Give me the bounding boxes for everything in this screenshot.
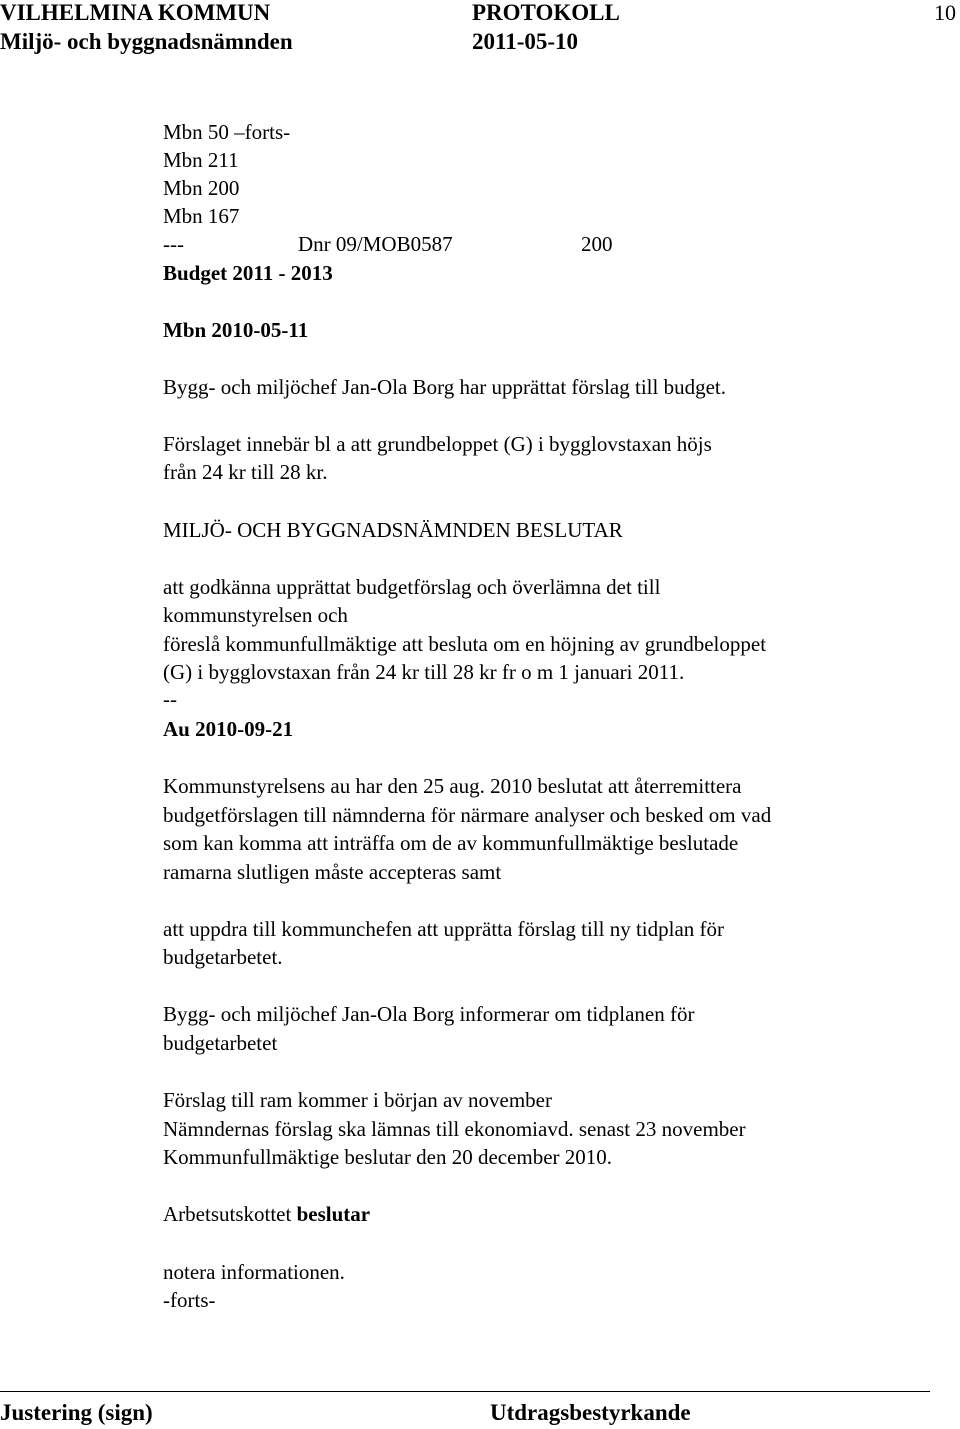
paragraph-line: att uppdra till kommunchefen att upprätta förslag till ny tidplan för	[163, 917, 725, 941]
paragraph-line: Förslaget innebär bl a att grundbeloppet (G) i bygglovstaxan höjs	[163, 432, 712, 456]
reference-text: Mbn 200	[163, 176, 240, 200]
page-number: 10	[934, 0, 956, 25]
paragraph-line: Bygg- och miljöchef Jan-Ola Borg har upprättat förslag till budget.	[163, 375, 726, 399]
paragraph-line: budgetförslagen till nämnderna för närmare analyser och besked om vad	[163, 803, 772, 827]
reference-line	[163, 234, 184, 255]
paragraph-line: Nämndernas förslag ska lämnas till ekonomiavd. senast 23 november	[163, 1117, 746, 1141]
paragraph-line: som kan komma att inträffa om de av kommunfullmäktige beslutade	[163, 831, 739, 855]
footer-certification-label: Utdragsbestyrkande	[490, 1400, 691, 1425]
section-title: Budget 2011 - 2013	[163, 261, 333, 285]
paragraph-line: (G) i bygglovstaxan från 24 kr till 28 kr fr o m 1 januari 2011.	[163, 660, 685, 684]
paragraph-line: Förslag till ram kommer i början av november	[163, 1088, 552, 1112]
meeting-heading: Au 2010-09-21	[163, 717, 294, 741]
reference-line	[163, 150, 239, 171]
paragraph-line: budgetarbetet	[163, 1031, 278, 1055]
paragraph-line: Kommunfullmäktige beslutar den 20 december 2010.	[163, 1145, 613, 1169]
reference-text: Mbn 211	[163, 148, 239, 172]
continued-marker: -forts-	[163, 1288, 216, 1312]
paragraph-line: ramarna slutligen måste accepteras samt	[163, 860, 502, 884]
paragraph-line: Kommunstyrelsens au har den 25 aug. 2010 beslutat att återremittera	[163, 774, 742, 798]
reference-code: 200	[581, 232, 613, 256]
paragraph-line: notera informationen.	[163, 1260, 345, 1284]
paragraph-line: att godkänna upprättat budgetförslag och överlämna det till	[163, 575, 661, 599]
header-committee: Miljö- och byggnadsnämnden	[0, 29, 293, 54]
header-org: VILHELMINA KOMMUN	[0, 0, 271, 25]
reference-line	[163, 178, 239, 199]
reference-line	[163, 122, 290, 143]
footer-rule	[0, 1391, 930, 1392]
header-doc-type: PROTOKOLL	[472, 0, 620, 25]
paragraph-line: Bygg- och miljöchef Jan-Ola Borg informerar om tidplanen för	[163, 1002, 695, 1026]
au-decision-verb: beslutar	[296, 1202, 371, 1226]
footer-signature-label: Justering (sign)	[0, 1400, 153, 1425]
reference-dnr: Dnr 09/MOB0587	[298, 232, 453, 256]
reference-text: Mbn 167	[163, 204, 240, 228]
au-decision-line	[163, 1204, 370, 1225]
separator: --	[163, 687, 177, 711]
paragraph-line: från 24 kr till 28 kr.	[163, 460, 328, 484]
paragraph-line: budgetarbetet.	[163, 945, 283, 969]
au-decision-prefix: Arbetsutskottet	[163, 1202, 297, 1226]
paragraph-line: föreslå kommunfullmäktige att besluta om en höjning av grundbeloppet	[163, 632, 767, 656]
paragraph-line: kommunstyrelsen och	[163, 603, 348, 627]
header-date: 2011-05-10	[472, 29, 579, 54]
decision-heading: MILJÖ- OCH BYGGNADSNÄMNDEN BESLUTAR	[163, 518, 623, 542]
reference-text: Mbn 50 –forts-	[163, 120, 291, 144]
reference-line	[163, 206, 239, 227]
reference-text: ---	[163, 232, 184, 256]
meeting-heading: Mbn 2010-05-11	[163, 318, 309, 342]
